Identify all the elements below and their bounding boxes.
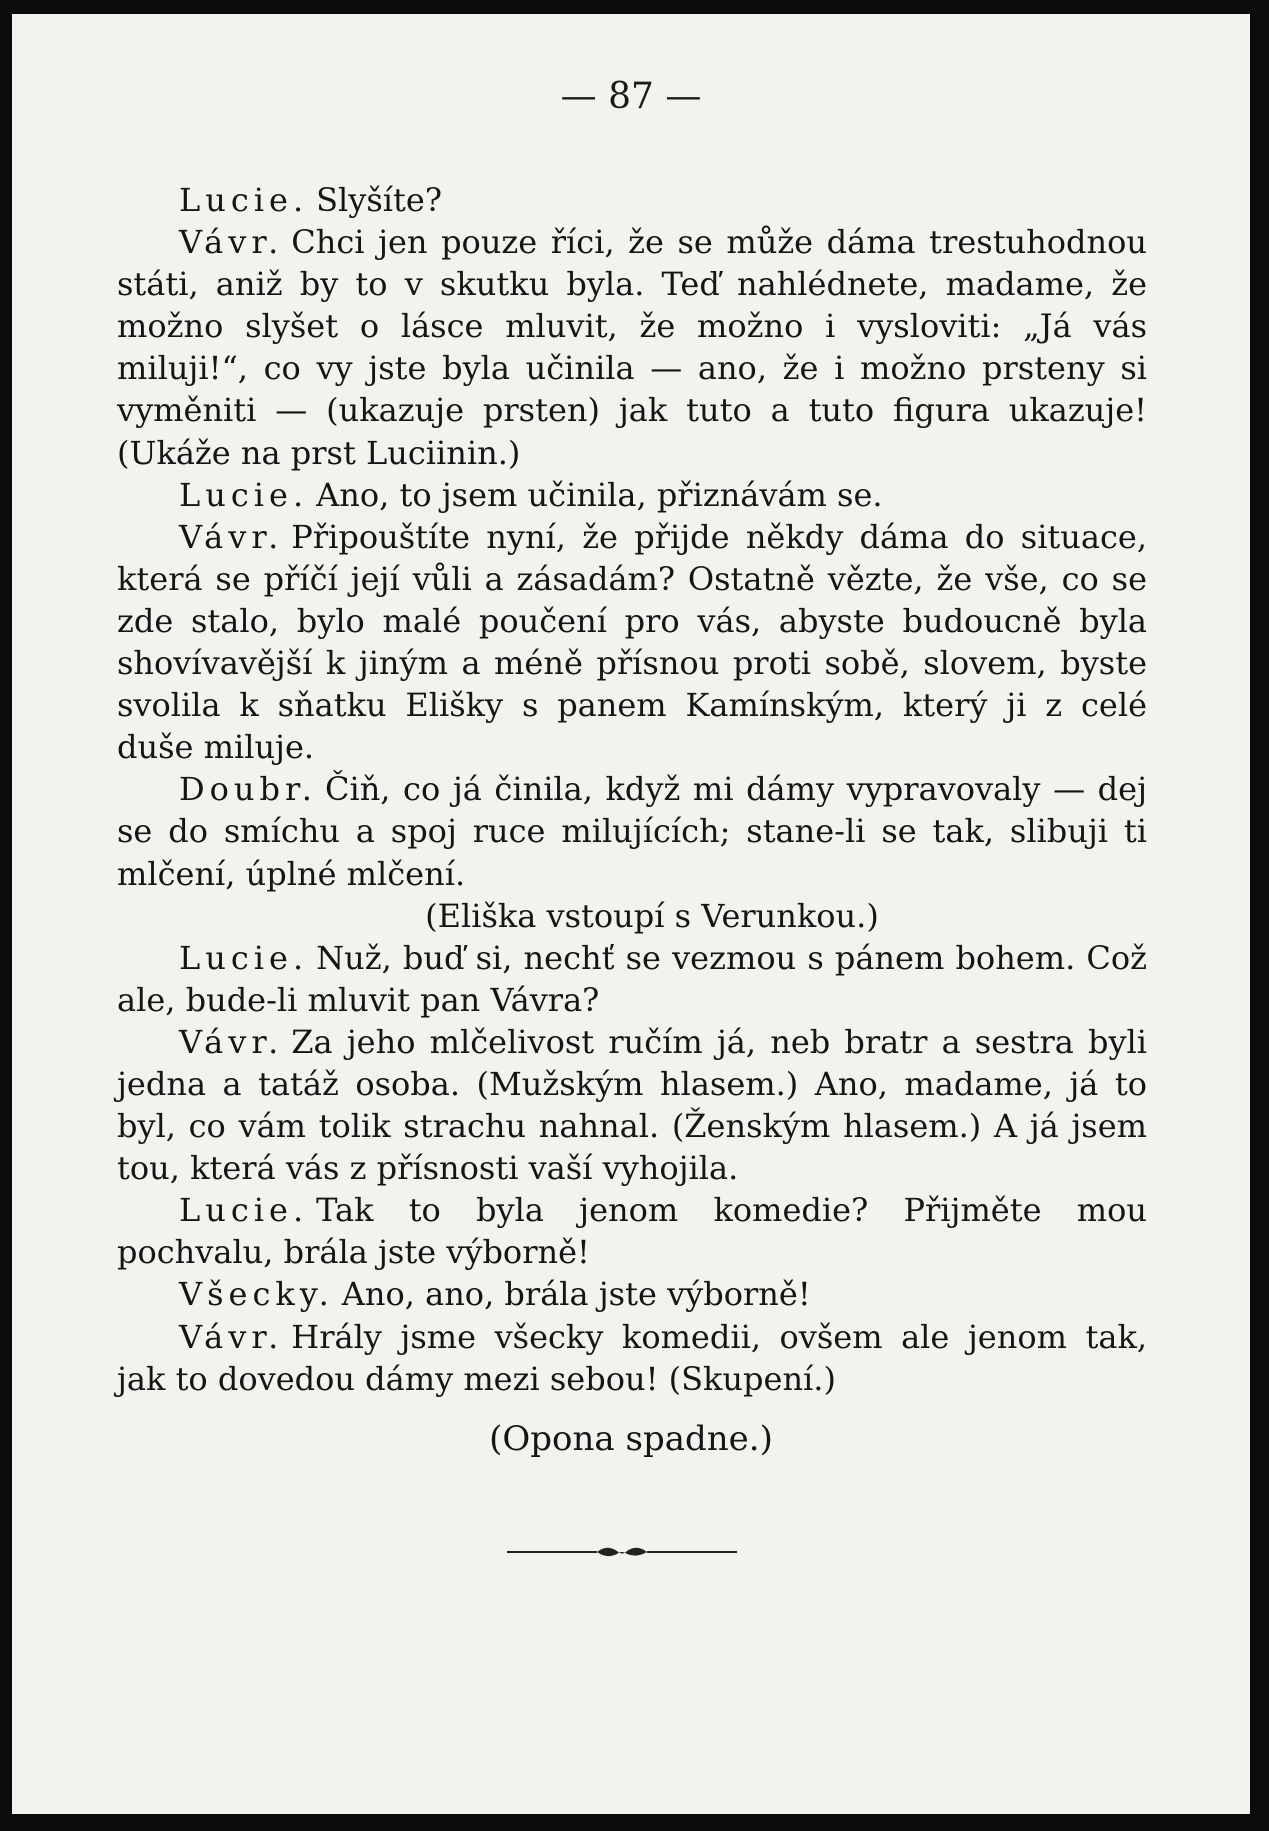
dialogue-line bbox=[117, 1316, 1147, 1400]
speaker-name: Vávr. bbox=[179, 1317, 284, 1356]
speaker-name: Lucie. bbox=[179, 181, 309, 219]
line-text: Slyšíte? bbox=[316, 181, 442, 219]
dialogue-line bbox=[117, 179, 1147, 221]
dialogue-line bbox=[117, 1021, 1147, 1189]
dialogue-line bbox=[117, 516, 1147, 769]
dialogue-line bbox=[117, 768, 1147, 894]
speaker-name: Vávr. bbox=[179, 223, 284, 262]
stage-direction: (Eliška vstoupí s Verunkou.) bbox=[425, 896, 879, 935]
dialogue-line bbox=[117, 221, 1147, 474]
speaker-name: Lucie. bbox=[179, 475, 309, 514]
decorative-flourish-icon bbox=[502, 1542, 742, 1562]
line-text: Chci jen pouze říci, že se může dáma trestuhodnou státi, aniž by to v skutku byla. Teď nahlédnete, madame, že možno slyšet o lásce mluvit, že možno i vysloviti: „Já vás miluji!“, co vy jste byla učinila — ano, že i možno prsteny si vyměniti — (ukazuje prsten) jak tuto a tuto figura ukazuje! (Ukáže na prst Luciinin.) bbox=[117, 223, 1147, 472]
speaker-name: Doubr. bbox=[179, 770, 317, 809]
line-text: Tak to byla jenom komedie? Přijměte mou pochvalu, brála jste výborně! bbox=[117, 1191, 1147, 1272]
line-text: Ano, ano, brála jste výborně! bbox=[341, 1275, 811, 1314]
speaker-name: Všecky. bbox=[179, 1275, 334, 1314]
speaker-name: Lucie. bbox=[179, 938, 309, 977]
speaker-name: Lucie. bbox=[179, 1191, 309, 1230]
line-text: Nuž, buď si, nechť se vezmou s pánem bohem. Což ale, bude-li mluvit pan Vávra? bbox=[117, 938, 1147, 1019]
dialogue-line bbox=[117, 1273, 1147, 1315]
page-number: — 87 — bbox=[560, 76, 702, 117]
line-text: Čiň, co já činila, když mi dámy vypravovaly — dej se do smíchu a spoj ruce milujících; stane-li se tak, slibuji ti mlčení, úplné mlčení. bbox=[117, 770, 1147, 893]
speaker-name: Vávr. bbox=[179, 1022, 284, 1061]
line-text: Hrály jsme všecky komedii, ovšem ale jenom tak, jak to dovedou dámy mezi sebou! (Skupení.) bbox=[117, 1317, 1147, 1398]
dialogue-line bbox=[117, 937, 1147, 1021]
line-text: Připouštíte nyní, že přijde někdy dáma do situace, která se příčí její vůli a zásadám? Ostatně vězte, že vše, co se zde stalo, bylo malé poučení pro vás, abyste budoucně byla shovívavější k jiným a méně přísnou proti sobě, slovem, byste svolila k sňatku Elišky s panem Kamínským, který ji z celé duše miluje. bbox=[117, 517, 1147, 767]
book-page bbox=[12, 14, 1250, 1814]
dialogue-line bbox=[117, 474, 1147, 516]
dialogue-line bbox=[117, 1189, 1147, 1273]
curtain-direction: (Opona spadne.) bbox=[489, 1419, 773, 1459]
line-text: Ano, to jsem učinila, přiznávám se. bbox=[316, 475, 883, 514]
speaker-name: Vávr. bbox=[179, 517, 284, 556]
line-text: Za jeho mlčelivost ručím já, neb bratr a sestra byli jedna a tatáž osoba. (Mužským hlasem.) Ano, madame, já to byl, co vám tolik strachu nahnal. (Ženským hlasem.) A já jsem tou, která vás z přísnosti vaší vyhojila. bbox=[117, 1022, 1147, 1188]
dialogue-text bbox=[117, 179, 1147, 1400]
